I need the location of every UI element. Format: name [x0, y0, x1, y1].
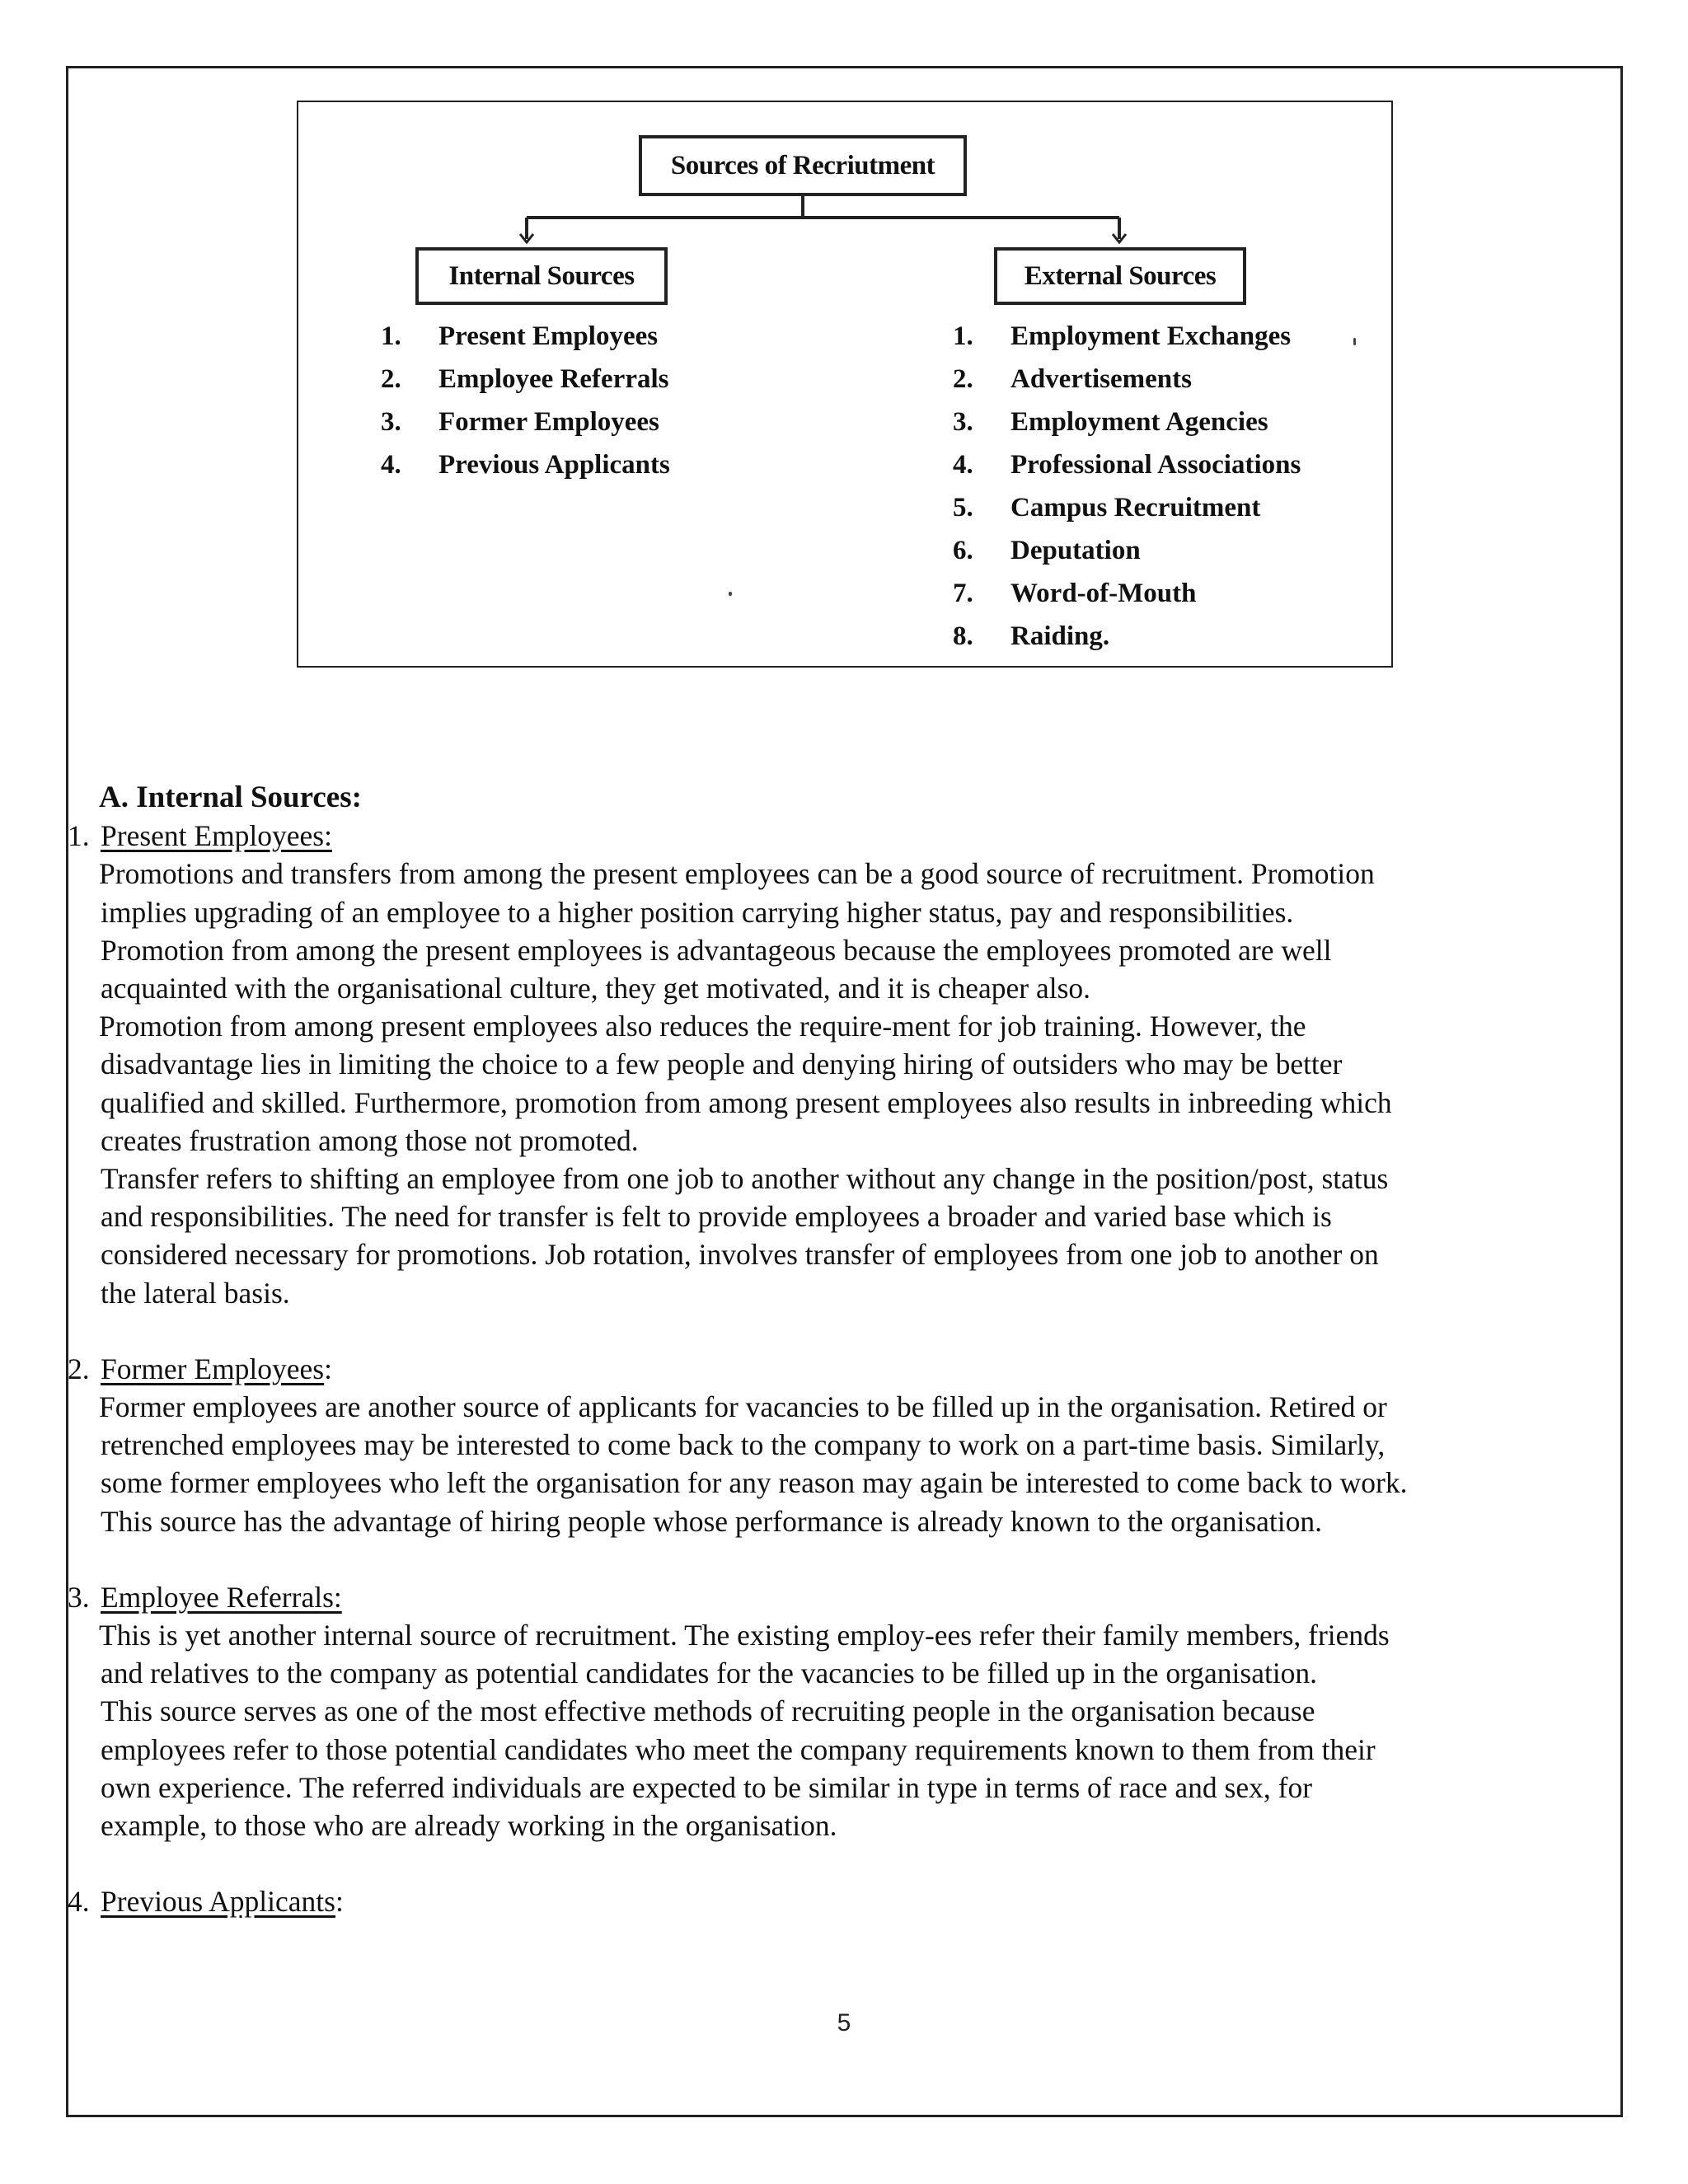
- internal-sources-box: Internal Sources: [415, 247, 668, 305]
- list-item: 7. Word-of-Mouth: [953, 578, 1197, 608]
- item-heading: 1. Present Employees:: [68, 819, 332, 853]
- list-item: 6. Deputation: [953, 535, 1141, 565]
- item-heading-text: Former Employees: [101, 1352, 325, 1385]
- list-item: 2. Employee Referrals: [381, 363, 669, 394]
- item-heading: 2. Former Employees:: [68, 1352, 332, 1385]
- list-item: 1. Present Employees: [381, 321, 659, 351]
- list-item: 3. Former Employees: [381, 406, 659, 437]
- document-body: [66, 779, 1599, 1920]
- list-item: 8. Raiding.: [953, 621, 1110, 651]
- item-heading-text: Previous Applicants: [101, 1885, 335, 1919]
- item-heading: 4. Previous Applicants:: [68, 1885, 344, 1919]
- item-heading: 3. Employee Referrals:: [68, 1580, 342, 1614]
- scan-speck: [1353, 338, 1356, 345]
- external-sources-list: [953, 315, 1301, 658]
- list-item: 4. Professional Associations: [953, 449, 1301, 480]
- page-number: 5: [837, 2009, 851, 2036]
- list-item: 3. Employment Agencies: [953, 406, 1268, 437]
- scan-speck: [729, 592, 732, 596]
- paragraph-present-employees: Promotions and transfers from among the present employees can be a good source of recruitment. Promotion implies upgrading of an employee to a higher position carrying higher status, pay and responsibilities. Promotion from among the present employees is advantageous because the employees promoted are well acquainted with the organisational culture, they get motivated, and it is cheaper also. Promotion from among present employees also reduces the require-ment for job training. However, the disadvantage lies in limiting the choice to a few people and denying hiring of outsiders who may be better qualified and skilled. Furthermore, promotion from among present employees also results in inbreeding which creates frustration among those not promoted. Transfer refers to shifting an employee from one job to another without any change in the position/post, status and responsibilities. The need for transfer is felt to provide employees a broader and varied base which is considered necessary for promotions. Job rotation, involves transfer of employees from one job to another on the lateral basis.: [99, 857, 1392, 1310]
- external-sources-box: External Sources: [994, 247, 1246, 305]
- diagram-root-box: Sources of Recriutment: [639, 135, 967, 196]
- item-heading-text: Employee Referrals:: [101, 1580, 342, 1614]
- list-item: 5. Campus Recruitment: [953, 492, 1261, 523]
- internal-sources-list: [381, 315, 670, 486]
- paragraph-employee-referrals: This is yet another internal source of recruitment. The existing employ-ees refer their family members, friends and relatives to the company as potential candidates for the vacancies to be filled up in the organisation. This source serves as one of the most effective methods of recruiting people in the organisation because employees refer to those potential candidates who meet the company requirements known to them from their own experience. The referred individuals are expected to be similar in type in terms of race and sex, for example, to those who are already working in the organisation.: [99, 1619, 1390, 1843]
- list-item: 2. Advertisements: [953, 363, 1192, 394]
- recruitment-sources-diagram: [297, 101, 1393, 668]
- list-item: 4. Previous Applicants: [381, 449, 670, 480]
- paragraph-former-employees: Former employees are another source of applicants for vacancies to be filled up in the organisation. Retired or retrenched employees may be interested to come back to the company to work on a part-time basis. Similarly, some former employees who left the organisation for any reason may again be interested to come back to work. This source has the advantage of hiring people whose performance is already known to the organisation.: [99, 1390, 1408, 1538]
- list-item: 1. Employment Exchanges: [953, 321, 1292, 351]
- item-heading-text: Present Employees:: [101, 819, 332, 853]
- section-title: A. Internal Sources:: [99, 780, 362, 814]
